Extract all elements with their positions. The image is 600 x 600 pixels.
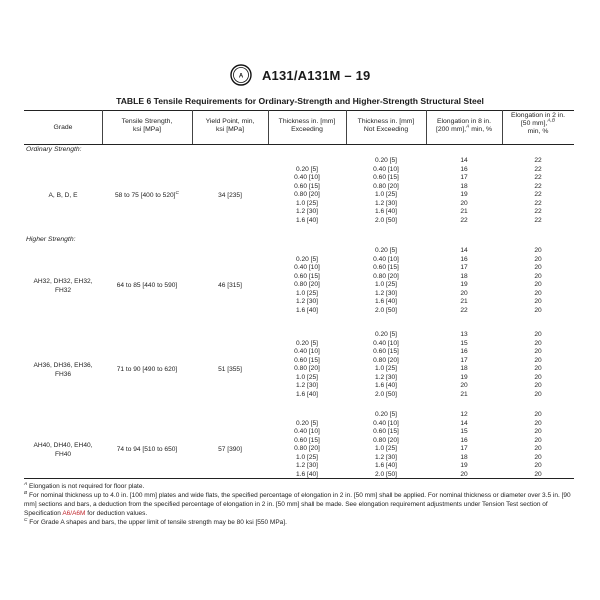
thickness-not-exceeding-cell: 1.0 [25] <box>375 445 397 452</box>
section-label: Higher Strength: <box>26 236 76 243</box>
thickness-exceeding-cell: 1.0 [25] <box>296 373 318 381</box>
table-header-rule <box>24 144 574 145</box>
elongation-8in-cell: 18 <box>460 272 468 280</box>
elongation-8in-cell: 16 <box>460 165 468 173</box>
elongation-2in-cell: 20 <box>534 411 542 418</box>
header-tensile-strength: Tensile Strength, ksi [MPa] <box>121 118 173 133</box>
elongation-2in-cell: 20 <box>534 428 542 435</box>
tensile-strength-cell: 74 to 94 [510 to 650] <box>116 446 178 454</box>
thickness-exceeding-cell: 0.60 [15] <box>294 182 320 190</box>
elongation-8in-cell: 12 <box>460 411 468 418</box>
grade-name: AH32, DH32, EH32, <box>33 278 93 286</box>
thickness-not-exceeding-cell: 1.6 [40] <box>375 208 397 215</box>
thickness-exceeding-cell: 0.80 [20] <box>294 281 320 288</box>
elongation-8in-cell: 20 <box>460 470 468 478</box>
elongation-2in-cell: 20 <box>534 373 542 381</box>
header-thickness-not-exceeding: Thickness in. [mm] Not Exceeding <box>357 118 415 133</box>
spec-a6-link[interactable]: A6/A6M <box>62 510 86 517</box>
elongation-2in-cell: 20 <box>534 264 542 271</box>
thickness-not-exceeding-cell: 2.0 [50] <box>375 390 397 398</box>
elongation-2in-cell: 20 <box>534 390 542 398</box>
elongation-8in-cell: 17 <box>460 356 468 364</box>
elongation-2in-cell: 20 <box>534 255 542 263</box>
thickness-not-exceeding-cell: 2.0 [50] <box>375 216 397 224</box>
elongation-8in-cell: 16 <box>460 436 468 444</box>
thickness-exceeding-cell: 0.60 [15] <box>294 356 320 364</box>
thickness-exceeding-cell: 0.80 [20] <box>294 445 320 452</box>
grade-name-cont: FH40 <box>54 451 72 459</box>
thickness-exceeding-cell: 1.2 [30] <box>296 298 318 305</box>
thickness-not-exceeding-cell: 0.60 [15] <box>373 348 399 355</box>
standard-designation: A131/A131M – 19 <box>261 67 371 83</box>
elongation-8in-cell: 18 <box>460 365 468 372</box>
elongation-2in-cell: 20 <box>534 470 542 478</box>
elongation-2in-cell: 22 <box>534 216 542 224</box>
elongation-2in-cell: 22 <box>534 191 542 198</box>
elongation-8in-cell: 21 <box>460 390 468 398</box>
thickness-not-exceeding-cell: 2.0 [50] <box>375 306 397 314</box>
thickness-not-exceeding-cell: 0.20 [5] <box>375 157 397 164</box>
thickness-exceeding-cell: 0.60 [15] <box>294 436 320 444</box>
elongation-8in-cell: 13 <box>460 331 468 338</box>
thickness-exceeding-cell: 0.40 [10] <box>294 348 320 355</box>
elongation-8in-cell: 18 <box>460 182 468 190</box>
elongation-8in-cell: 16 <box>460 348 468 355</box>
elongation-8in-cell: 21 <box>460 208 468 215</box>
header-elongation-2in: Elongation in 2 in. [50 mm],$^{A,B}$ min, % <box>510 112 566 135</box>
grade-name: A, B, D, E <box>48 192 78 200</box>
thickness-exceeding-cell: 1.6 [40] <box>296 390 318 398</box>
grade-cell <box>24 191 102 200</box>
elongation-2in-cell: 20 <box>534 453 542 461</box>
thickness-exceeding-cell: 0.40 [10] <box>294 174 320 181</box>
elongation-8in-cell: 15 <box>460 339 468 347</box>
table-bottom-rule <box>24 478 574 479</box>
yield-point-cell: 34 [235] <box>218 192 242 200</box>
elongation-2in-cell: 20 <box>534 289 542 297</box>
thickness-exceeding-cell: 1.2 [30] <box>296 462 318 469</box>
elongation-2in-cell: 20 <box>534 298 542 305</box>
thickness-not-exceeding-cell: 0.20 [5] <box>375 331 397 338</box>
elongation-8in-cell: 19 <box>460 462 468 469</box>
thickness-not-exceeding-cell: 1.0 [25] <box>375 191 397 198</box>
astm-logo-icon <box>230 64 252 86</box>
grade-name-cont: FH36 <box>54 371 72 379</box>
thickness-exceeding-cell: 1.2 [30] <box>296 382 318 389</box>
thickness-exceeding-cell: 1.6 [40] <box>296 470 318 478</box>
elongation-2in-cell: 22 <box>534 157 542 164</box>
elongation-8in-cell: 20 <box>460 289 468 297</box>
thickness-exceeding-cell: 0.20 [5] <box>296 165 318 173</box>
document-header <box>0 64 600 86</box>
thickness-not-exceeding-cell: 1.2 [30] <box>375 453 397 461</box>
elongation-8in-cell: 22 <box>460 216 468 224</box>
thickness-not-exceeding-cell: 0.60 [15] <box>373 174 399 181</box>
elongation-2in-cell: 20 <box>534 306 542 314</box>
thickness-exceeding-cell: 0.40 [10] <box>294 264 320 271</box>
grade-cell <box>24 277 102 295</box>
thickness-exceeding-cell: 1.6 [40] <box>296 306 318 314</box>
elongation-8in-cell: 17 <box>460 445 468 452</box>
header-thickness-exceeding: Thickness in. [mm] Exceeding <box>278 118 336 133</box>
thickness-not-exceeding-cell: 0.40 [10] <box>373 165 399 173</box>
thickness-not-exceeding-cell: 2.0 [50] <box>375 470 397 478</box>
elongation-8in-cell: 19 <box>460 373 468 381</box>
yield-point-cell: 57 [390] <box>218 446 242 454</box>
elongation-8in-cell: 16 <box>460 255 468 263</box>
elongation-8in-cell: 19 <box>460 281 468 288</box>
elongation-8in-cell: 21 <box>460 298 468 305</box>
footnote-b: $^B$ For nominal thickness up to 4.0 in. [100 mm] plates and wide flats, the specified percentage of elongation in 2 in. [50 mm] shall be applied. For nominal thickness or diameter over 3.5 in. [90 mm] sections and bars, a deduction from the specified percentage of elongation in 2 in. [50 mm] shall be made. See elongation requirement adjustments under Tension Test section of Specification A6/A6M for deduction values. <box>24 490 571 517</box>
grade-name: AH40, DH40, EH40, <box>33 442 93 450</box>
thickness-not-exceeding-cell: 0.60 [15] <box>373 428 399 435</box>
thickness-not-exceeding-cell: 1.2 [30] <box>375 373 397 381</box>
thickness-not-exceeding-cell: 0.80 [20] <box>373 182 399 190</box>
elongation-2in-cell: 20 <box>534 339 542 347</box>
thickness-not-exceeding-cell: 0.60 [15] <box>373 264 399 271</box>
thickness-exceeding-cell: 0.20 [5] <box>296 255 318 263</box>
section-label: Ordinary Strength: <box>26 146 82 153</box>
thickness-exceeding-cell: 1.2 [30] <box>296 208 318 215</box>
elongation-2in-cell: 20 <box>534 382 542 389</box>
thickness-exceeding-cell: 1.0 [25] <box>296 289 318 297</box>
grade-name-cont: FH32 <box>54 287 72 295</box>
elongation-2in-cell: 20 <box>534 247 542 254</box>
header-grade: Grade <box>53 124 73 131</box>
thickness-exceeding-cell: 0.40 [10] <box>294 428 320 435</box>
thickness-exceeding-cell: 1.0 [25] <box>296 199 318 207</box>
tensile-strength-cell: 64 to 85 [440 to 590] <box>116 282 178 290</box>
elongation-8in-cell: 20 <box>460 382 468 389</box>
thickness-not-exceeding-cell: 0.80 [20] <box>373 436 399 444</box>
header-elongation-8in: Elongation in 8 in. [200 mm],$^A$ min, % <box>435 118 493 133</box>
thickness-exceeding-cell: 0.20 [5] <box>296 419 318 427</box>
thickness-not-exceeding-cell: 0.40 [10] <box>373 339 399 347</box>
elongation-8in-cell: 17 <box>460 264 468 271</box>
elongation-2in-cell: 22 <box>534 182 542 190</box>
thickness-not-exceeding-cell: 1.6 [40] <box>375 462 397 469</box>
elongation-2in-cell: 20 <box>534 348 542 355</box>
elongation-2in-cell: 22 <box>534 165 542 173</box>
thickness-exceeding-cell: 1.0 [25] <box>296 453 318 461</box>
yield-point-cell: 51 [355] <box>218 366 242 374</box>
thickness-not-exceeding-cell: 0.80 [20] <box>373 356 399 364</box>
thickness-not-exceeding-cell: 0.20 [5] <box>375 411 397 418</box>
elongation-2in-cell: 20 <box>534 445 542 452</box>
elongation-8in-cell: 22 <box>460 306 468 314</box>
elongation-2in-cell: 20 <box>534 272 542 280</box>
svg-text:A: A <box>238 73 243 80</box>
elongation-2in-cell: 20 <box>534 462 542 469</box>
thickness-not-exceeding-cell: 1.6 [40] <box>375 298 397 305</box>
footnote-a: $^A$ Elongation is not required for floor plate. <box>24 481 145 490</box>
elongation-2in-cell: 20 <box>534 419 542 427</box>
thickness-not-exceeding-cell: 1.6 [40] <box>375 382 397 389</box>
thickness-not-exceeding-cell: 0.20 [5] <box>375 247 397 254</box>
thickness-not-exceeding-cell: 0.80 [20] <box>373 272 399 280</box>
elongation-8in-cell: 19 <box>460 191 468 198</box>
thickness-not-exceeding-cell: 1.2 [30] <box>375 199 397 207</box>
thickness-exceeding-cell: 1.6 [40] <box>296 216 318 224</box>
elongation-8in-cell: 17 <box>460 174 468 181</box>
footnotes <box>24 482 576 527</box>
elongation-2in-cell: 22 <box>534 174 542 181</box>
grade-cell <box>24 361 102 379</box>
elongation-2in-cell: 20 <box>534 331 542 338</box>
table-top-rule <box>24 110 574 111</box>
thickness-exceeding-cell: 0.20 [5] <box>296 339 318 347</box>
thickness-exceeding-cell: 0.80 [20] <box>294 191 320 198</box>
elongation-2in-cell: 20 <box>534 436 542 444</box>
elongation-8in-cell: 14 <box>460 247 468 254</box>
elongation-8in-cell: 18 <box>460 453 468 461</box>
yield-point-cell: 46 [315] <box>218 282 242 290</box>
elongation-2in-cell: 22 <box>534 208 542 215</box>
elongation-8in-cell: 14 <box>460 157 468 164</box>
elongation-8in-cell: 20 <box>460 199 468 207</box>
thickness-exceeding-cell: 0.80 [20] <box>294 365 320 372</box>
elongation-2in-cell: 22 <box>534 199 542 207</box>
thickness-not-exceeding-cell: 0.40 [10] <box>373 255 399 263</box>
grade-name: AH36, DH36, EH36, <box>33 362 93 370</box>
thickness-not-exceeding-cell: 0.40 [10] <box>373 419 399 427</box>
table-title: TABLE 6 Tensile Requirements for Ordinary-Strength and Higher-Strength Structural Steel <box>116 96 484 106</box>
elongation-2in-cell: 20 <box>534 365 542 372</box>
elongation-2in-cell: 20 <box>534 356 542 364</box>
thickness-not-exceeding-cell: 1.0 [25] <box>375 281 397 288</box>
elongation-8in-cell: 14 <box>460 419 468 427</box>
grade-cell <box>24 441 102 459</box>
thickness-not-exceeding-cell: 1.0 [25] <box>375 365 397 372</box>
tensile-strength-cell: 71 to 90 [490 to 620] <box>116 366 178 374</box>
elongation-2in-cell: 20 <box>534 281 542 288</box>
elongation-8in-cell: 15 <box>460 428 468 435</box>
footnote-c: $^C$ For Grade A shapes and bars, the upper limit of tensile strength may be 80 ksi [550 MPa]. <box>24 517 287 526</box>
header-yield-point: Yield Point, min, ksi [MPa] <box>205 118 255 133</box>
thickness-not-exceeding-cell: 1.2 [30] <box>375 289 397 297</box>
tensile-strength-cell: 58 to 75 [400 to 520]$^C$ <box>115 191 179 200</box>
thickness-exceeding-cell: 0.60 [15] <box>294 272 320 280</box>
